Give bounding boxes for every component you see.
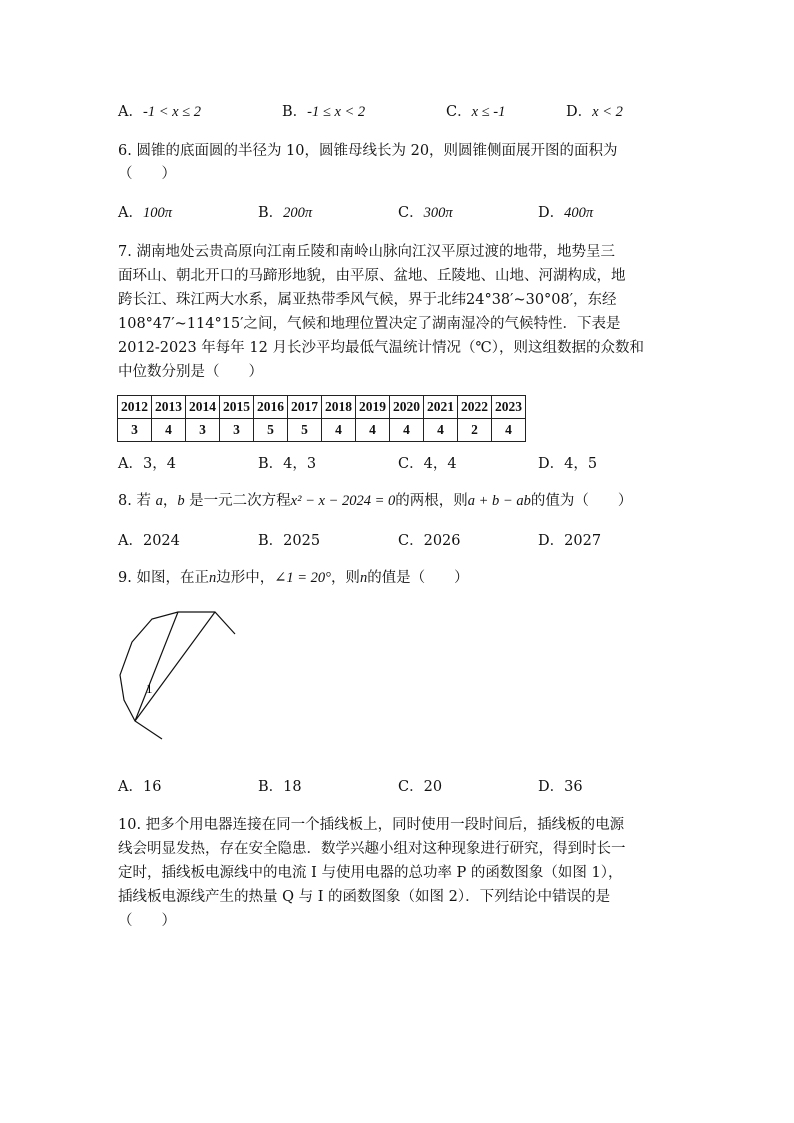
q10-stem-line-2: 线会明显发热，存在安全隐患．数学兴趣小组对这种现象进行研究，得到时长一 [118,841,626,857]
temp-cell: 4 [322,419,356,442]
temp-cell: 4 [356,419,390,442]
q5-option-b: B．-1 ≤ x < 2 [282,104,366,120]
q8-stem: 8. 若 a，b 是一元二次方程x² − x − 2024 = 0的两根，则a + b − ab的值为（ ） [118,493,633,509]
year-cell: 2016 [254,396,288,419]
q9-option-d: D．36 [538,779,583,795]
year-cell: 2015 [220,396,254,419]
temp-cell: 5 [288,419,322,442]
polygon-figure [110,600,250,745]
diagonal-line-2 [135,612,215,721]
q5-option-d: D．x < 2 [566,104,623,120]
year-cell: 2014 [186,396,220,419]
q10-stem-line-5: （ ） [118,913,176,929]
table-row-years [118,396,526,419]
angle-label: 1 [146,681,153,696]
temp-cell: 3 [118,419,152,442]
temperature-table [117,395,526,442]
q10-stem-line-4: 插线板电源线产生的热量 Q 与 I 的函数图象（如图 2）．下列结论中错误的是 [118,889,611,905]
q7-stem-line-6: 中位数分别是（ ） [118,364,263,380]
diagonal-line-1 [135,612,178,721]
q6-option-b: B．200π [258,205,313,221]
q7-option-c: C．4，4 [398,456,457,472]
q9-option-c: C．20 [398,779,443,795]
q8-option-d: D．2027 [538,533,602,549]
year-cell: 2020 [390,396,424,419]
temp-cell: 4 [152,419,186,442]
year-cell: 2017 [288,396,322,419]
q5-option-c: C．x ≤ -1 [446,104,506,120]
temp-cell: 4 [492,419,526,442]
q6-option-a: A．100π [118,205,172,221]
year-cell: 2018 [322,396,356,419]
q7-stem-line-5: 2012-2023 年每年 12 月长沙平均最低气温统计情况（℃），则这组数据的众数和 [118,340,644,356]
polygon-edges [120,612,235,739]
temp-cell: 3 [186,419,220,442]
q9-stem: 9. 如图，在正n边形中，∠1 = 20°，则n的值是（ ） [118,570,469,586]
q6-option-d: D．400π [538,205,594,221]
q6-stem: 6. 圆锥的底面圆的半径为 10，圆锥母线长为 20，则圆锥侧面展开图的面积为 [118,143,618,159]
year-cell: 2021 [424,396,458,419]
q7-stem-line-2: 面环山、朝北开口的马蹄形地貌，由平原、盆地、丘陵地、山地、河湖构成，地 [118,268,626,284]
q7-stem-line-4: 108°47′~114°15′之间，气候和地理位置决定了湖南湿冷的气候特性．下表是 [118,316,621,332]
q6-answer-paren: （ ） [118,166,176,182]
year-cell: 2012 [118,396,152,419]
q8-option-a: A．2024 [118,533,180,549]
temp-cell: 5 [254,419,288,442]
temp-cell: 4 [424,419,458,442]
q7-option-b: B．4，3 [258,456,317,472]
q9-option-a: A．16 [118,779,162,795]
q6-option-c: C．300π [398,205,453,221]
q10-stem-line-3: 定时，插线板电源线中的电流 I 与使用电器的总功率 P 的函数图象（如图 1）， [118,865,623,881]
year-cell: 2022 [458,396,492,419]
q7-stem-line-1: 7. 湖南地处云贵高原向江南丘陵和南岭山脉向江汉平原过渡的地带，地势呈三 [118,244,615,260]
year-cell: 2013 [152,396,186,419]
q8-option-c: C．2026 [398,533,461,549]
temp-cell: 4 [390,419,424,442]
q5-option-a: A．-1 < x ≤ 2 [118,104,201,120]
temp-cell: 2 [458,419,492,442]
q7-option-a: A．3，4 [118,456,176,472]
q7-stem-line-3: 跨长江、珠江两大水系，属亚热带季风气候，界于北纬24°38′~30°08′，东经 [118,292,617,308]
table-row-temperatures [118,419,526,442]
q7-option-d: D．4，5 [538,456,598,472]
q10-stem-line-1: 10. 把多个用电器连接在同一个插线板上，同时使用一段时间后，插线板的电源 [118,817,625,833]
q8-option-b: B．2025 [258,533,321,549]
year-cell: 2019 [356,396,390,419]
temp-cell: 3 [220,419,254,442]
q9-option-b: B．18 [258,779,302,795]
year-cell: 2023 [492,396,526,419]
